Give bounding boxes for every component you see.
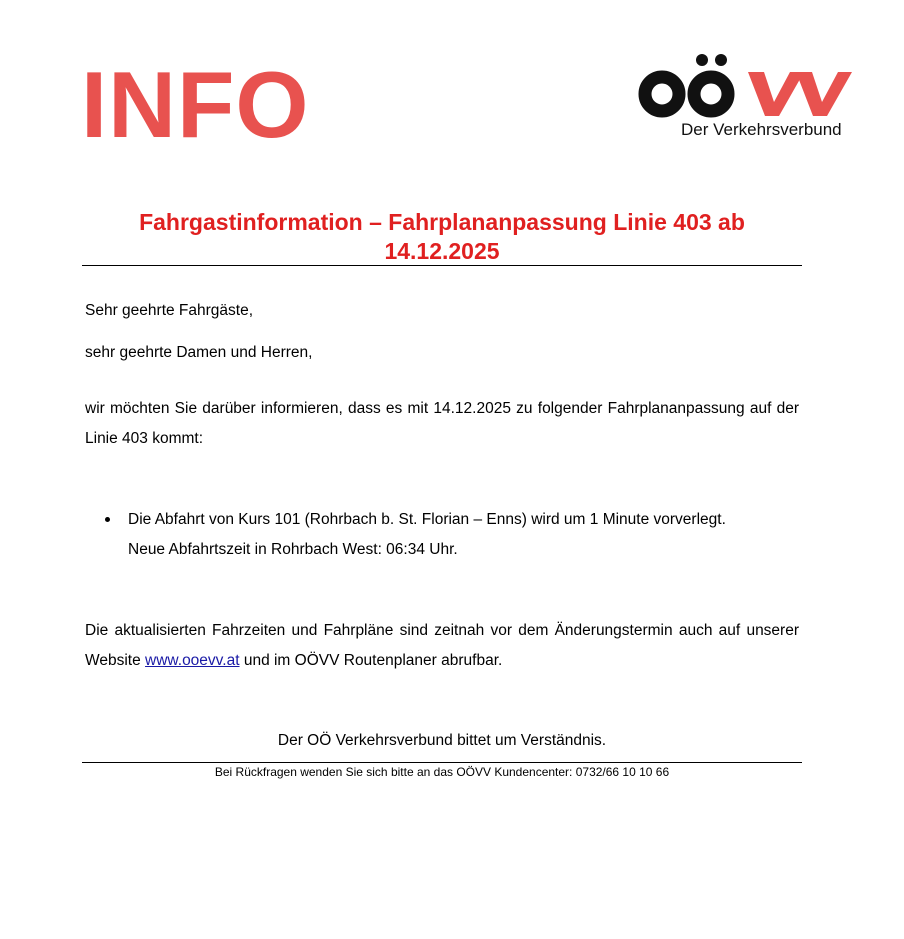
footer-contact: Bei Rückfragen wenden Sie sich bitte an das OÖVV Kundencenter: 0732/66 10 10 66 (214, 765, 670, 779)
title-line-2: 14.12.2025 (384, 238, 500, 264)
oovv-logo (638, 54, 863, 144)
change-item-line-2: Neue Abfahrtszeit in Rohrbach West: 06:34 Uhr. (128, 541, 458, 558)
oovv-logo-mark (638, 54, 863, 120)
logo-subtitle: Der Verkehrsverbund (681, 120, 842, 139)
title-line-1: Fahrgastinformation – Fahrplananpassung Linie 403 ab (139, 209, 745, 235)
title-divider (82, 265, 802, 266)
greeting-line-2: sehr geehrte Damen und Herren, (85, 344, 313, 361)
closing-text: Der OÖ Verkehrsverbund bittet um Verständnis. (277, 732, 607, 749)
info-paragraph (85, 616, 799, 676)
footer-divider (82, 762, 802, 763)
change-item-line-1: Die Abfahrt von Kurs 101 (Rohrbach b. St. Florian – Enns) wird um 1 Minute vorverlegt. (128, 511, 726, 528)
bullet-icon (105, 517, 110, 522)
website-link[interactable]: www.ooevv.at (145, 652, 240, 669)
info-heading: INFO (81, 52, 310, 157)
info-text-after: und im OÖVV Routenplaner abrufbar. (239, 652, 503, 669)
intro-paragraph: wir möchten Sie darüber informieren, dass es mit 14.12.2025 zu folgender Fahrplananpassung auf der Linie 403 kommt: (85, 400, 799, 447)
greeting-line-1: Sehr geehrte Fahrgäste, (85, 302, 254, 319)
info-text-before: Die aktualisierten Fahrzeiten und Fahrpläne sind zeitnah vor dem Änderungstermin auch auf unserer Website (85, 622, 799, 669)
page-title (82, 208, 802, 266)
